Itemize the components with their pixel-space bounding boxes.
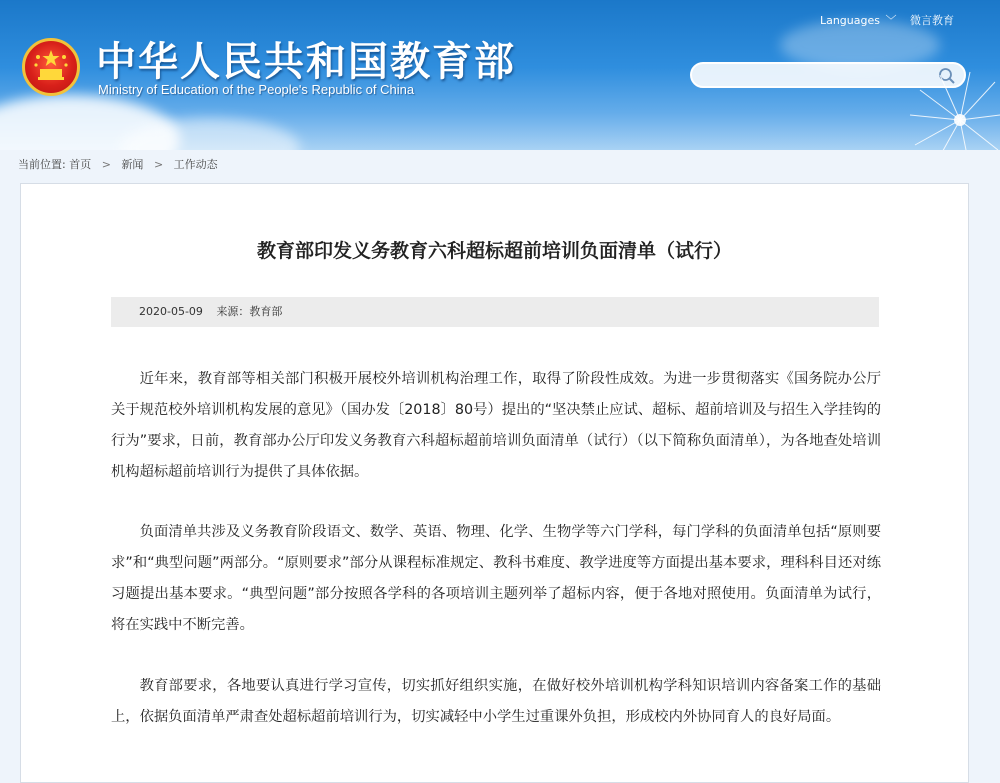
- national-emblem-logo[interactable]: [22, 38, 80, 96]
- chevron-right-icon: >: [153, 158, 164, 171]
- article-date: 2020-05-09: [139, 305, 203, 318]
- article-paragraph-1: 近年来，教育部等相关部门积极开展校外培训机构治理工作，取得了阶段性成效。为进一步贯彻落实《国务院办公厅关于规范校外培训机构发展的意见》（国办发〔2018〕80号）提出的“坚决禁止应试、超标、超前培训及与招生入学挂钩的行为”要求，日前，教育部办公厅印发义务教育六科超标超前培训负面清单（试行）（以下简称负面清单），为各地查处培训机构超标超前培训行为提供了具体依据。: [111, 371, 881, 480]
- languages-link[interactable]: [810, 14, 897, 27]
- chevron-down-icon: ﹀: [885, 14, 897, 27]
- breadcrumb-prefix: 当前位置:: [18, 158, 66, 171]
- site-subtitle: Ministry of Education of the People's Republic of China: [98, 82, 415, 97]
- breadcrumb-home[interactable]: 首页: [69, 158, 92, 171]
- article-paragraph-3: 教育部要求，各地要认真进行学习宣传，切实抓好组织实施，在做好校外培训机构学科知识培训内容备案工作的基础上，依据负面清单严肃查处超标超前培训行为，切实减轻中小学生过重课外负担，形成校内外协同育人的良好局面。: [111, 678, 881, 725]
- breadcrumb-news[interactable]: 新闻: [121, 158, 144, 171]
- top-links: [800, 12, 954, 28]
- article-source: 来源：教育部: [216, 305, 283, 318]
- chevron-right-icon: >: [101, 158, 111, 171]
- article-card: [20, 183, 969, 783]
- weibo-link[interactable]: 微言教育: [910, 14, 954, 27]
- article-paragraph-2: 负面清单共涉及义务教育阶段语文、数学、英语、物理、化学、生物学等六门学科，每门学科的负面清单包括“原则要求”和“典型问题”两部分。“原则要求”部分从课程标准规定、教科书难度、教学进度等方面提出基本要求，理科科目还对练习题提出基本要求。“典型问题”部分按照各学科的各项培训主题列举了超标内容，便于各地对照使用。负面清单为试行，将在实践中不断完善。: [111, 524, 881, 633]
- article-meta-bar: [111, 297, 879, 327]
- breadcrumb: [18, 156, 218, 172]
- breadcrumb-work-news[interactable]: 工作动态: [173, 158, 218, 171]
- languages-label: Languages: [819, 14, 880, 27]
- site-header: [0, 0, 1000, 150]
- site-title[interactable]: 中华人民共和国教育部: [96, 39, 516, 85]
- dandelion-decoration: [900, 70, 1000, 150]
- article-title: 教育部印发义务教育六科超标超前培训负面清单（试行）: [256, 240, 732, 262]
